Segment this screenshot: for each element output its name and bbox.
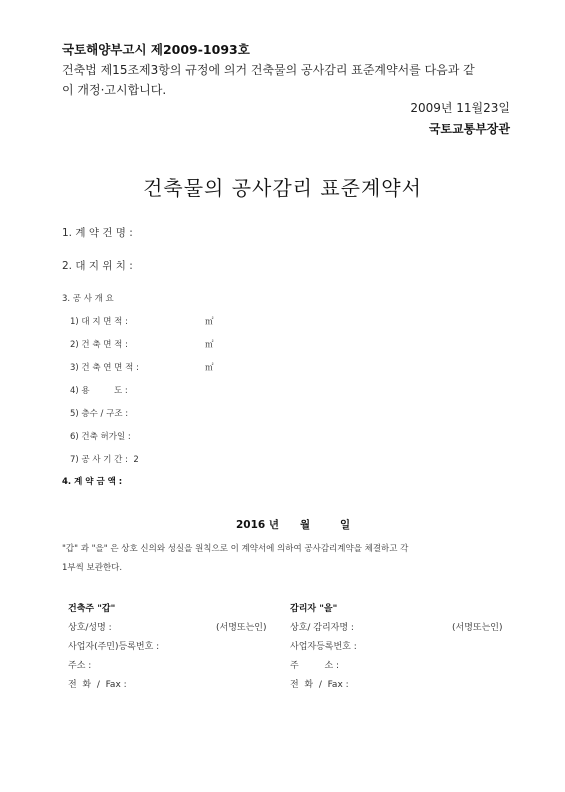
overview-unit-building-area: ㎡ <box>205 340 214 350</box>
section-contract-amount: 4. 계 약 금 액 : <box>62 477 123 487</box>
party-a-name-label: 상호/성명 : <box>68 623 112 633</box>
agreement-line-1: "갑" 과 "을" 은 상호 신의와 성실을 원칙으로 이 계약서에 의하여 공사감리계약을 체결하고 각 <box>62 544 409 554</box>
contract-date-month: 월 <box>300 519 311 531</box>
party-b-address-label: 주 소 : <box>290 661 340 671</box>
overview-item-site-area: 1) 대 지 면 적 : <box>70 317 128 327</box>
notice-title: 국토해양부고시 제2009-1093호 <box>62 42 250 57</box>
overview-item-total-floor-area: 3) 건 축 연 면 적 : <box>70 363 139 373</box>
overview-item-use: 4) 용 도 : <box>70 386 128 396</box>
overview-item-permit-date: 6) 건축 허가일 : <box>70 432 131 442</box>
agreement-line-2: 1부씩 보관한다. <box>62 563 123 573</box>
party-a-sign-note: (서명또는인) <box>216 623 267 633</box>
section-contract-name: 1. 계 약 건 명 : <box>62 227 133 239</box>
notice-body-line-1: 건축법 제15조제3항의 규정에 의거 건축물의 공사감리 표준계약서를 다음과 같 <box>62 63 475 77</box>
overview-unit-total-floor-area: ㎡ <box>205 363 214 373</box>
section-site-location: 2. 대 지 위 치 : <box>62 260 133 272</box>
party-b-sign-note: (서명또는인) <box>452 623 503 633</box>
section-construction-overview: 3. 공 사 개 요 <box>62 294 114 304</box>
party-b-header: 감리자 "을" <box>290 604 338 614</box>
party-a-phone-fax-label: 전 화 / Fax : <box>68 680 127 690</box>
party-b-phone-fax-label: 전 화 / Fax : <box>290 680 349 690</box>
overview-item-construction-period: 7) 공 사 기 간 : 2 <box>70 455 139 465</box>
notice-body-line-2: 이 개정·고시합니다. <box>62 83 167 97</box>
notice-issuer: 국토교통부장관 <box>428 122 510 136</box>
notice-date: 2009년 11월23일 <box>410 101 510 115</box>
party-a-header: 건축주 "갑" <box>68 604 116 614</box>
document-title: 건축물의 공사감리 표준계약서 <box>143 176 422 200</box>
party-a-address-label: 주소 : <box>68 661 92 671</box>
party-a-registration-label: 사업자(주민)등록번호 : <box>68 642 160 652</box>
overview-item-building-area: 2) 건 축 면 적 : <box>70 340 128 350</box>
overview-item-floors-structure: 5) 층수 / 구조 : <box>70 409 129 419</box>
overview-unit-site-area: ㎡ <box>205 317 214 327</box>
party-b-name-label: 상호/ 감리자명 : <box>290 623 354 633</box>
party-b-registration-label: 사업자등록번호 : <box>290 642 357 652</box>
contract-date-year: 2016 년 <box>236 519 280 531</box>
contract-date-day: 일 <box>340 519 351 531</box>
